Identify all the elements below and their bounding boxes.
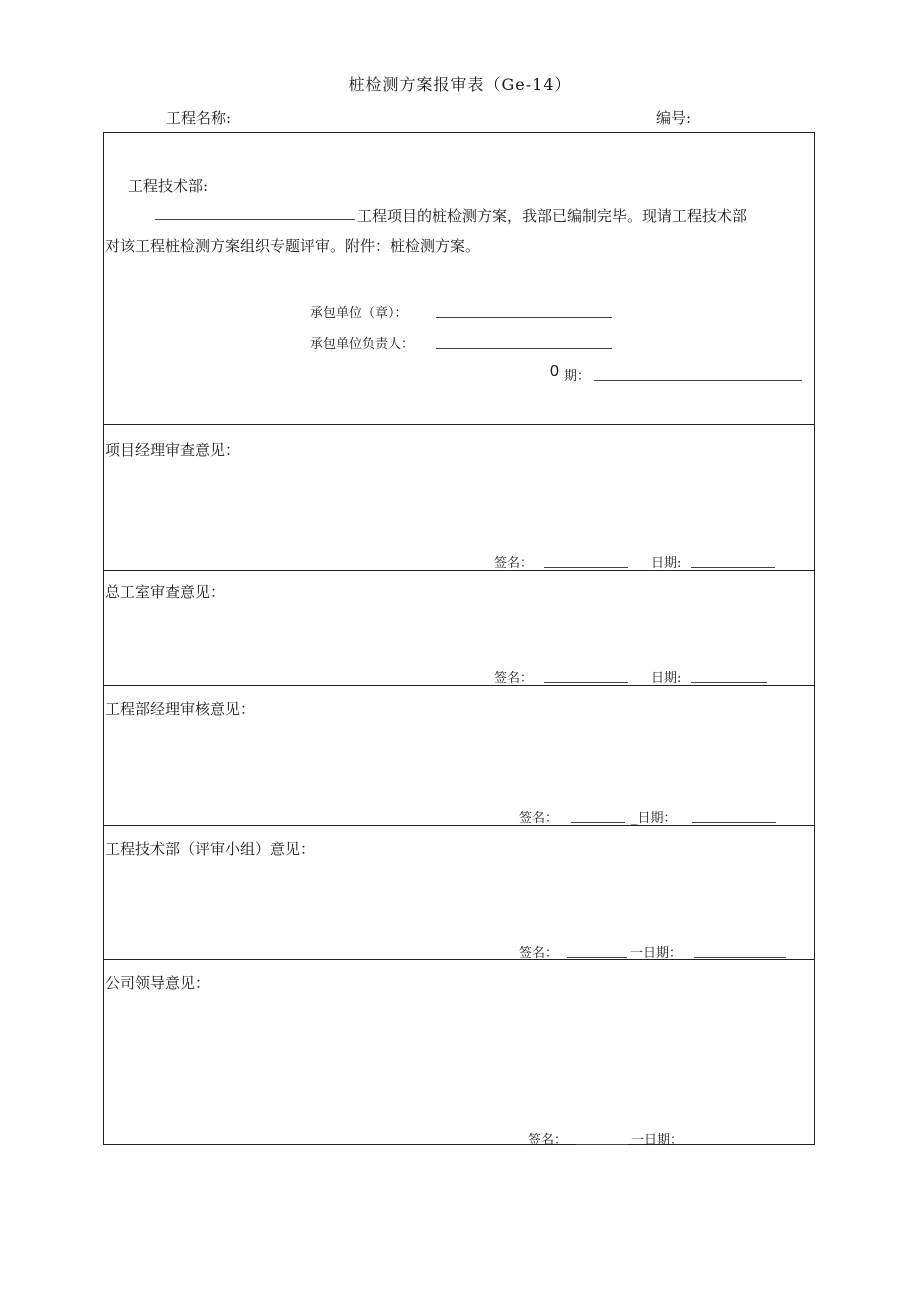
sign-label: 签名： [528,1133,568,1148]
application-body-line2: 对该工程桩检测方案组织专题评审。附件：桩检测方案。 [105,237,481,255]
review-title: 工程部经理审核意见： [105,700,256,718]
review-title: 项目经理审查意见： [105,441,241,459]
contractor-seal-label: 承包单位（章）： [310,306,408,321]
project-name-blank[interactable] [155,205,355,220]
date-prefix: 0 [550,363,559,380]
date-blank[interactable] [692,808,776,823]
date-label: _日期： [631,811,677,826]
review-title: 总工室审查意见： [105,583,226,601]
review-form-table [103,132,815,1148]
sign-blank[interactable] [544,553,628,568]
sign-blank[interactable] [576,1130,628,1145]
application-date-blank[interactable] [594,366,802,381]
tech-dept-review-section [104,825,814,959]
form-title: 桩检测方案报审表（Ge-14） [348,75,572,94]
date-blank[interactable] [691,668,767,683]
date-label: 一日期： [631,1133,684,1148]
date-blank[interactable] [691,553,775,568]
addressee: 工程技术部: [128,177,209,195]
contractor-head-label: 承包单位负责人： [310,337,415,352]
contractor-seal-blank[interactable] [436,303,612,318]
contractor-head-blank[interactable] [436,334,612,349]
review-title: 工程技术部（评审小组）意见： [105,840,316,858]
date-blank[interactable] [694,943,786,958]
sign-label: 签名： [494,671,534,686]
application-body-line1: 工程项目的桩检测方案，我部已编制完毕。现请工程技术部 [357,207,748,225]
application-section [104,133,814,424]
application-date-label: 期： [564,369,591,384]
number-label: 编号: [656,109,692,127]
sign-label: 签名： [519,946,559,961]
engineering-manager-review-section [104,685,814,825]
sign-blank[interactable] [571,808,625,823]
sign-blank[interactable] [567,943,627,958]
date-label: 日期: [651,671,682,686]
chief-engineer-review-section [104,570,814,685]
date-label: 日期: [651,556,682,571]
sign-blank[interactable] [544,668,628,683]
company-leader-review-section [104,959,814,1148]
project-name-label: 工程名称: [166,109,232,127]
project-manager-review-section [104,424,814,570]
sign-label: 签名： [494,556,534,571]
date-label: 一日期： [630,946,683,961]
review-title: 公司领导意见： [105,974,211,992]
sign-label: 签名： [519,811,559,826]
